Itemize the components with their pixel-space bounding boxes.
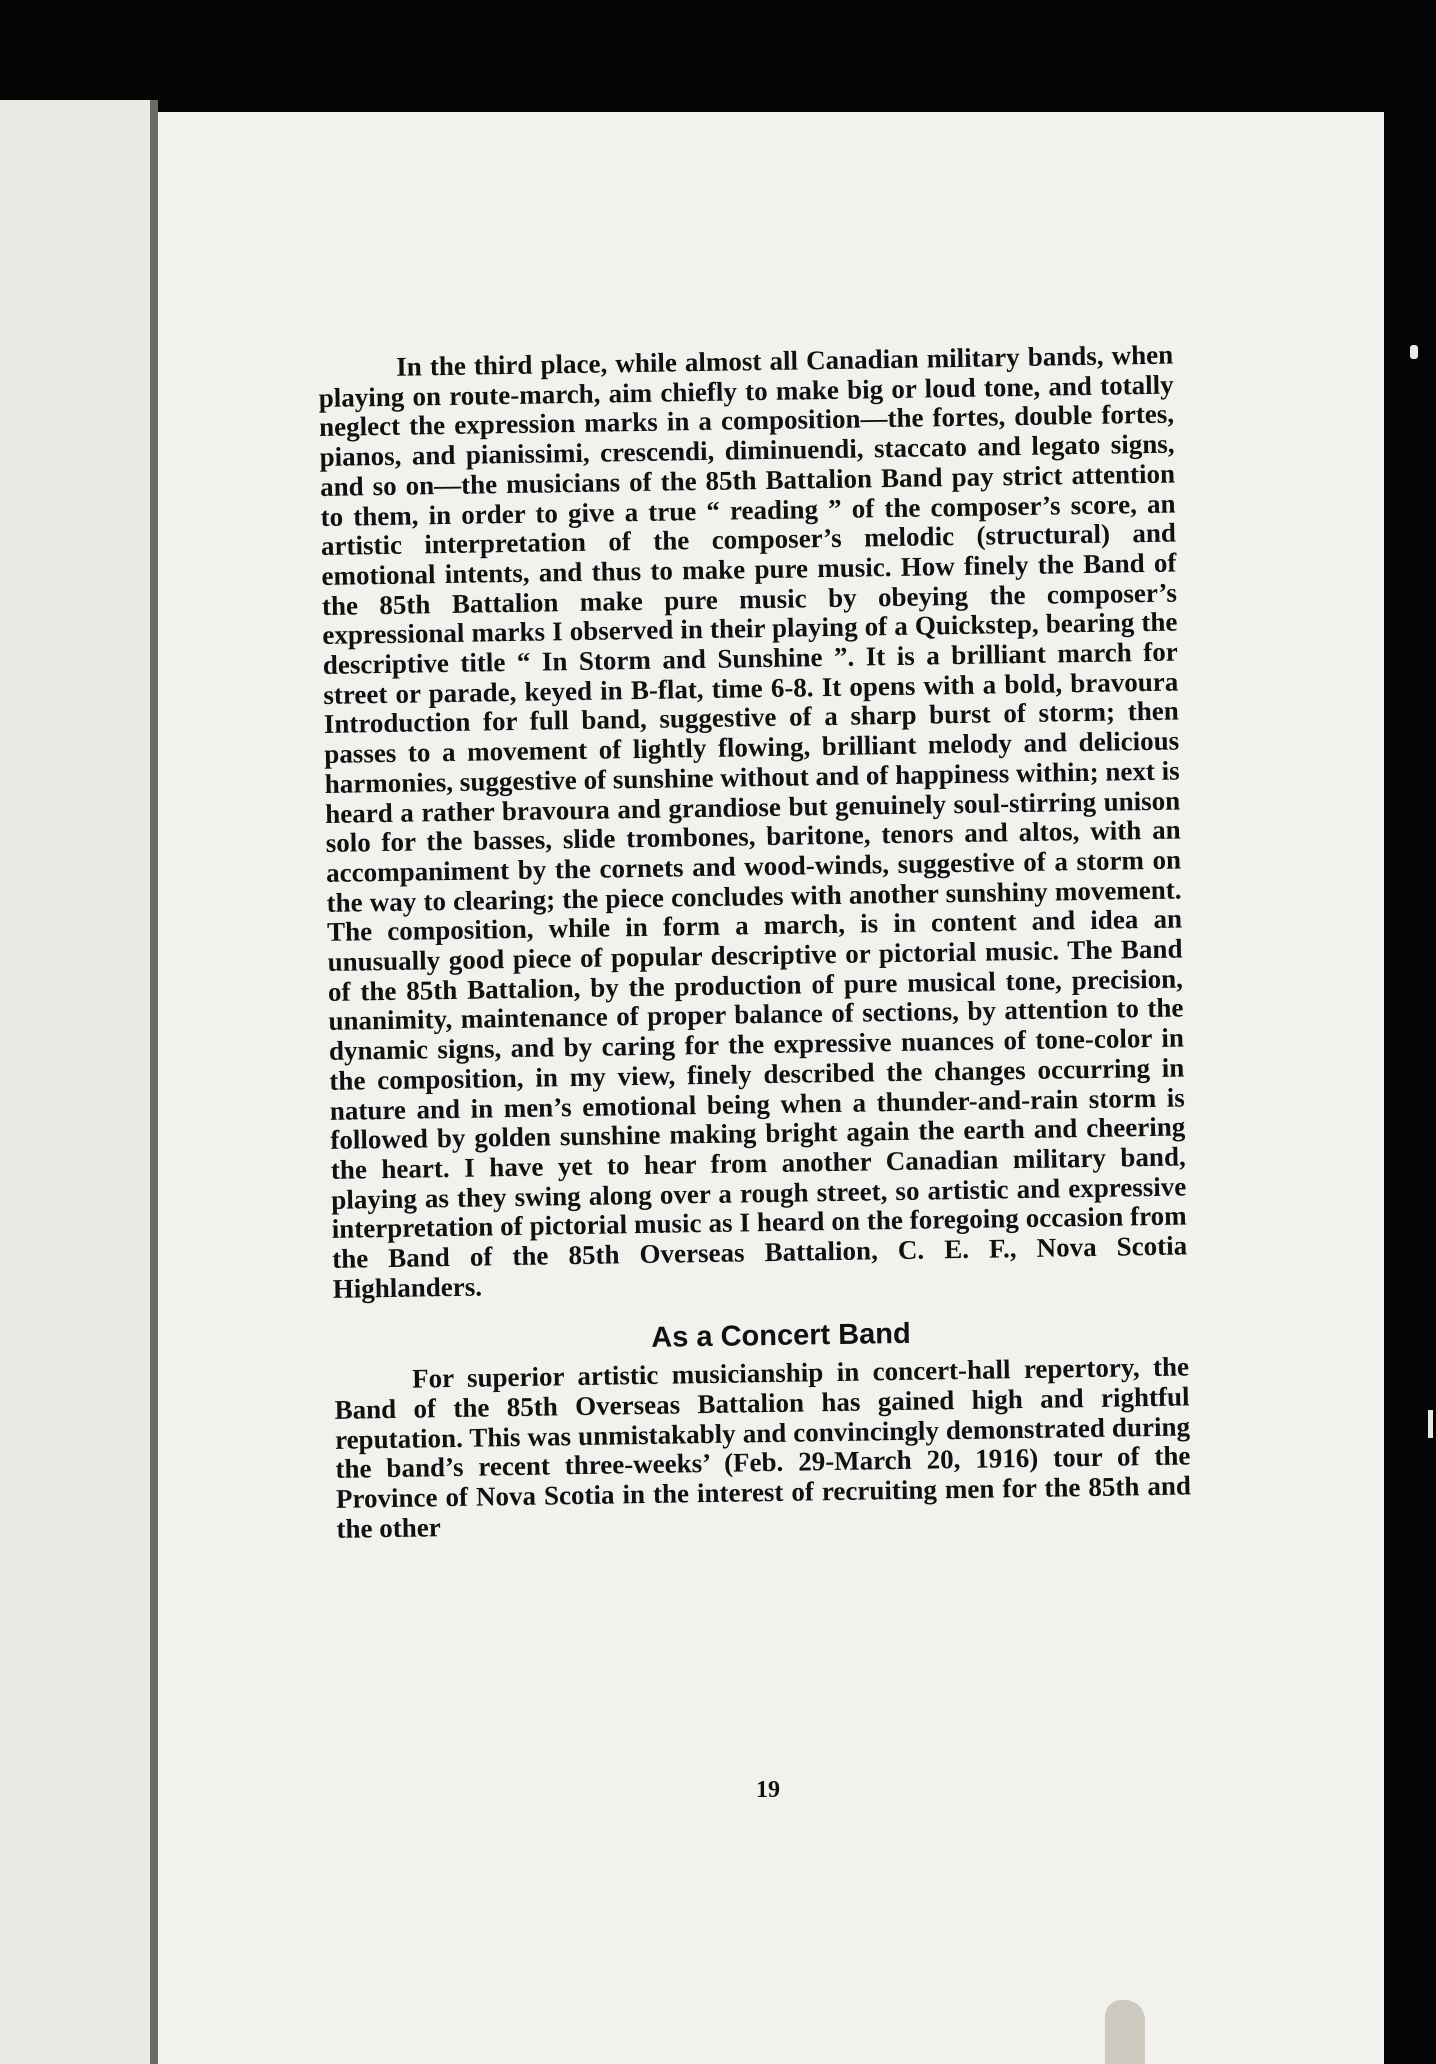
page-number: 19 [756,1777,780,1803]
facing-page [0,100,152,2064]
scan-thumb-artifact [1105,2000,1145,2064]
scan-speck [1428,1410,1433,1438]
scan-speck [1410,345,1418,359]
body-paragraph-2: For superior artistic musicianship in concert-hall repertory, the Band of the 85th Overseas Battalion has gained high and rightful reputation. This was unmistakably and convincingly demonstrated during the band’s recent three-weeks’ (Feb. 29-March 20, 1916) tour of the Province of Nova Scotia in the interest of recruiting men for the 85th and the other [334,1351,1192,1544]
page-gutter [150,100,158,2064]
text-block [318,341,1192,1545]
book-page [158,112,1384,2064]
body-paragraph-1: In the third place, while almost all Canadian military bands, when playing on route-march, aim chiefly to make big or loud tone, and totally neglect the expression marks in a composition—the fortes, double fortes, pianos, and pianissimi, crescendi, diminuendi, staccato and legato signs, and so on—the musicians of the 85th Battalion Band pay strict attention to them, in order to give a true “ reading ” of the composer’s score, an artistic interpretation of the composer’s melodic (structural) and emotional intents, and thus to make pure music. How finely the Band of the 85th Battalion make pure music by obeying the composer’s expressional marks I observed in their playing of a Quickstep, bearing the descriptive title “ In Storm and Sunshine ”. It is a brilliant march for street or parade, keyed in B-flat, time 6-8. It opens with a bold, bravoura Introduction for full band, suggestive of a sharp burst of storm; then passes to a movement of lightly flowing, brilliant melody and delicious harmonies, suggestive of sunshine without and of happiness within; next is heard a rather bravoura and grandiose but genuinely soul-stirring unison solo for the basses, slide trombones, baritone, tenors and altos, with an accompaniment by the cornets and wood-winds, suggestive of a storm on the way to clearing; the piece concludes with another sunshiny movement. The composition, while in form a march, is in content and idea an unusually good piece of popular descriptive or pictorial music. The Band of the 85th Battalion, by the production of pure musical tone, precision, unanimity, maintenance of proper balance of sections, by attention to the dynamic signs, and by caring for the expressive nuances of tone-color in the composition, in my view, finely described the changes occurring in nature and in men’s emotional being when a thunder-and-rain storm is followed by golden sunshine making bright again the earth and cheering the heart. I have yet to hear from another Canadian military band, playing as they swing along over a rough street, so artistic and expressive interpretation of pictorial music as I heard on the foregoing occasion from the Band of the 85th Overseas Battalion, C. E. F., Nova Scotia Highlanders. [318,339,1188,1304]
section-heading: As a Concert Band [651,1317,911,1354]
